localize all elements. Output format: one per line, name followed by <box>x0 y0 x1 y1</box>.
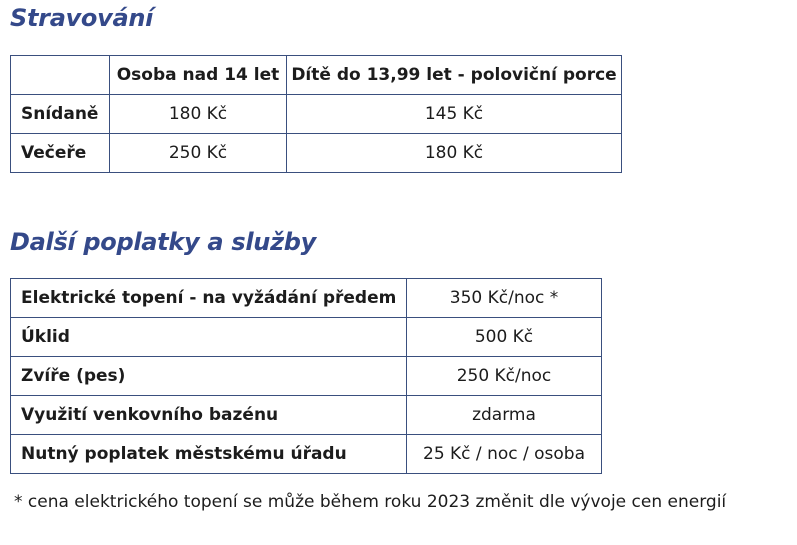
dinner-child-price: 180 Kč <box>287 134 622 173</box>
fee-value-pool: zdarma <box>407 396 602 435</box>
table-row <box>11 357 602 396</box>
fee-value-pet: 250 Kč/noc <box>407 357 602 396</box>
fee-label-pet: Zvíře (pes) <box>11 357 407 396</box>
dinner-adult-price: 250 Kč <box>110 134 287 173</box>
fee-label-pool: Využití venkovního bazénu <box>11 396 407 435</box>
fee-value-cleaning: 500 Kč <box>407 318 602 357</box>
table-row <box>11 134 622 173</box>
fee-value-city-tax: 25 Kč / noc / osoba <box>407 435 602 474</box>
breakfast-adult-price: 180 Kč <box>110 95 287 134</box>
heating-footnote: * cena elektrického topení se může během roku 2023 změnit dle vývoje cen energií <box>14 492 727 512</box>
fees-price-table <box>10 278 602 474</box>
fee-value-heating: 350 Kč/noc * <box>407 279 602 318</box>
table-header-adult: Osoba nad 14 let <box>110 56 287 95</box>
meals-price-table <box>10 55 622 173</box>
meals-section-title: Stravování <box>10 4 154 32</box>
table-header-child: Dítě do 13,99 let - poloviční porce <box>287 56 622 95</box>
row-label-dinner: Večeře <box>11 134 110 173</box>
table-row <box>11 435 602 474</box>
table-row <box>11 396 602 435</box>
table-header-row <box>11 56 622 95</box>
fees-section-title: Další poplatky a služby <box>10 228 316 256</box>
breakfast-child-price: 145 Kč <box>287 95 622 134</box>
fee-label-heating: Elektrické topení - na vyžádání předem <box>11 279 407 318</box>
table-header-empty <box>11 56 110 95</box>
table-row <box>11 279 602 318</box>
table-row <box>11 95 622 134</box>
table-row <box>11 318 602 357</box>
row-label-breakfast: Snídaně <box>11 95 110 134</box>
fee-label-city-tax: Nutný poplatek městskému úřadu <box>11 435 407 474</box>
fee-label-cleaning: Úklid <box>11 318 407 357</box>
